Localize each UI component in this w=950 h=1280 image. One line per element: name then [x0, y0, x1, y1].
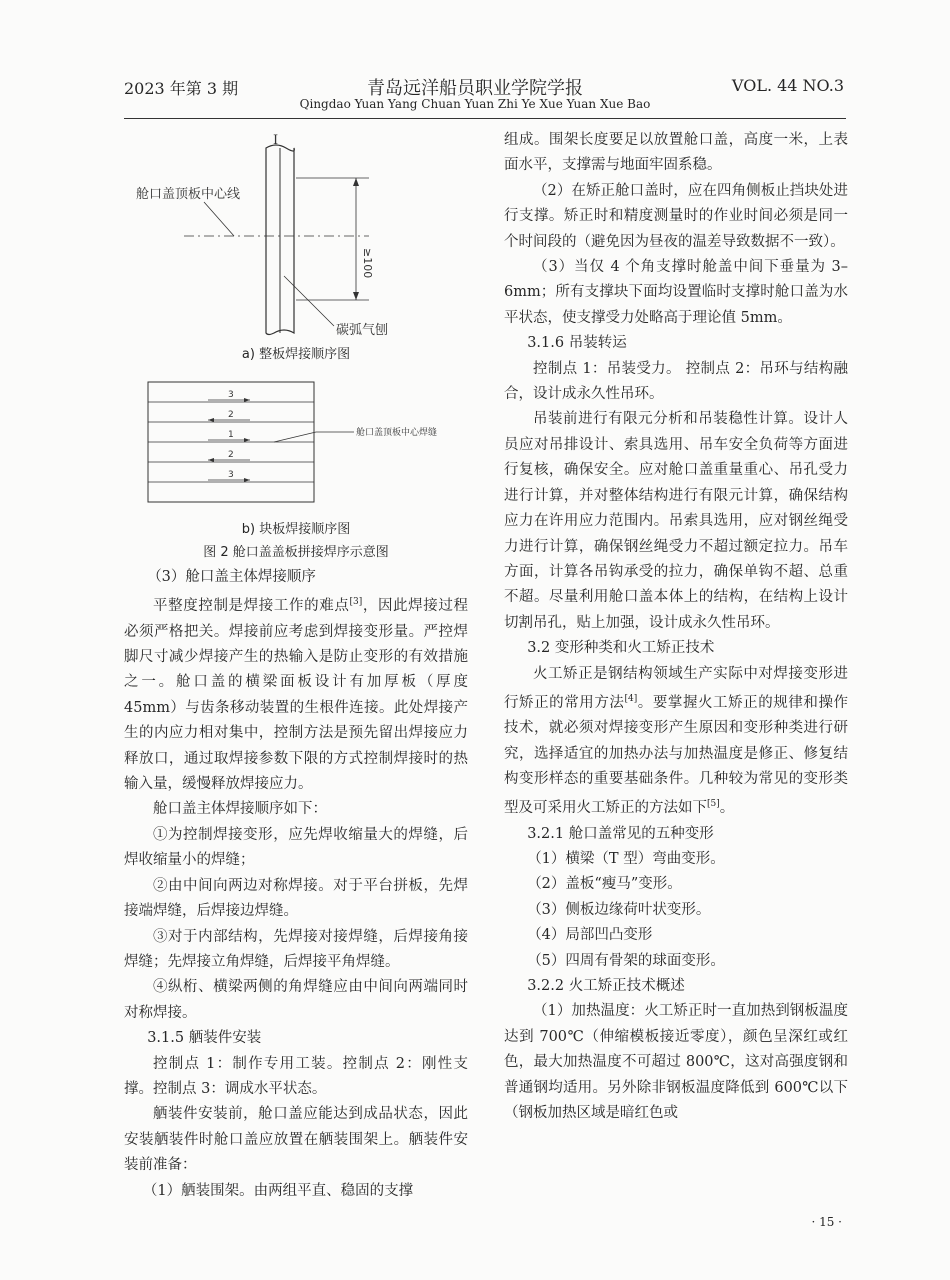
weld-order-label: 2 — [228, 450, 234, 460]
heading-3-2-1: 3.2.1 舱口盖常见的五种变形 — [527, 825, 714, 842]
list-item: （4）局部凹凸变形 — [527, 927, 653, 944]
weld-order-label: 3 — [228, 390, 234, 400]
left-column — [124, 565, 468, 1204]
leader-centerline — [204, 202, 234, 236]
citation-ref: [4] — [624, 693, 638, 704]
citation-ref: [5] — [707, 799, 720, 810]
leader-tool — [284, 276, 334, 326]
label-seam: 舱口盖顶板中心焊缝 — [356, 428, 438, 438]
figure-b-diagram — [124, 380, 468, 508]
weld-arrowhead — [208, 458, 214, 462]
weld-order-label: 1 — [228, 430, 234, 440]
heading-3-1-5: 3.1.5 舾装件安装 — [147, 1030, 262, 1047]
figure-a-marker: I — [273, 133, 279, 148]
weld-order-label: 3 — [228, 470, 234, 480]
paragraph: 组成。围架长度要足以放置舱口盖，高度一米，上表面水平，支撑需与地面牢固系稳。 — [504, 132, 848, 174]
weld-arrowhead — [244, 478, 250, 482]
paragraph: 舱口盖主体焊接顺序如下： — [153, 801, 327, 818]
list-item: （5）四周有骨架的球面变形。 — [527, 952, 725, 969]
journal-title: 青岛远洋船员职业学院学报 — [367, 78, 583, 99]
weld-order-label: 2 — [228, 410, 234, 420]
figure-a-diagram — [124, 128, 468, 338]
citation-ref: [3] — [349, 597, 363, 608]
header-rule — [124, 118, 846, 119]
paragraph: （2）在矫正舱口盖时，应在四角侧板止挡块处进行支撑。矫正时和精度测量时的作业时间必须是同一个时间段的（避免因为昼夜的温差导致数据不一致）。 — [504, 182, 848, 250]
paragraph: 吊装前进行有限元分析和吊装稳性计算。设计人员应对吊排设计、索具选用、吊车安全负荷等方面进行复核，确保安全。应对舱口盖重量重心、吊孔受力进行计算，并对整体结构进行有限元计算，确保结构应力在许用应力范围内。吊索具选用，应对钢丝绳受力进行计算，确保钢丝绳受力不超过额定拉力。吊车方面，计算各吊钩承受的拉力，确保单钩不超、总重不超。尽量利用舱口盖本体上的结构，在结构上设计切割吊孔，贴上加强，设计成永久性吊环。 — [504, 411, 848, 631]
figure-a-caption: a) 整板焊接顺序图 — [241, 347, 351, 362]
dim-label: ≥100 — [361, 248, 374, 279]
volume-label: VOL. 44 NO.3 — [731, 76, 844, 95]
list-item: （1）横梁（T 型）弯曲变形。 — [527, 851, 725, 868]
dim-arrow-top — [353, 178, 359, 186]
list-item: ②由中间向两边对称焊接。对于平台拼板，先焊接端焊缝，后焊接边焊缝。 — [124, 877, 468, 920]
paragraph: 控制点 1：吊装受力。 控制点 2：吊环与结构融合，设计成永久性吊环。 — [504, 360, 848, 403]
journal-pinyin: Qingdao Yuan Yang Chuan Yuan Zhi Ye Xue Yuan Xue Bao — [299, 97, 651, 111]
heading-3-1-6: 3.1.6 吊装转运 — [527, 335, 627, 352]
paragraph: 平整度控制是焊接工作的难点[3]，因此焊接过程必须严格把关。焊接前应考虑到焊接变形量。严控焊脚尺寸减少焊接产生的热输入是防止变形的有效措施之一。舱口盖的横梁面板设计有加厚板（厚度 45mm）与齿条移动装置的生根件连接。此处焊接产生的内应力相对集中，控制方法是预先留出焊接应力释放口，通过取焊接参数下限的方式控制焊接时的热输入量，缓慢释放焊接应力。 — [124, 597, 469, 793]
weld-arrowhead — [208, 418, 214, 422]
label-tool: 碳弧气刨 — [336, 323, 389, 338]
paragraph: （1）舾装围架。由两组平直、稳固的支撑 — [142, 1182, 414, 1199]
list-item: ④纵桁、横梁两侧的角焊缝应由中间向两端同时对称焊接。 — [124, 979, 468, 1021]
dim-arrow-bottom — [353, 292, 359, 300]
list-item: （2）盖板“瘦马”变形。 — [527, 876, 682, 893]
heading-3-2-2: 3.2.2 火工矫正技术概述 — [527, 978, 685, 995]
list-item: ③对于内部结构，先焊接对接焊缝，后焊接角接焊缝；先焊接立角焊缝，后焊接平角焊缝。 — [124, 928, 468, 970]
paragraph: 控制点 1：制作专用工装。控制点 2：刚性支撑。控制点 3：调成水平状态。 — [124, 1055, 468, 1097]
heading-3-2: 3.2 变形种类和火工矫正技术 — [527, 640, 715, 657]
label-centerline: 舱口盖顶板中心线 — [136, 187, 241, 202]
list-item: ①为控制焊接变形，应先焊收缩量大的焊缝，后焊收缩量小的焊缝； — [124, 826, 468, 869]
weld-arrowhead — [244, 398, 250, 402]
figure-b-caption: b) 块板焊接顺序图 — [241, 522, 351, 537]
weld-arrowhead — [244, 438, 250, 442]
figure-2-caption: 图 2 舱口盖盖板拼接焊序示意图 — [203, 545, 389, 560]
page-number: · 15 · — [811, 1215, 842, 1229]
paragraph: 火工矫正是钢结构领域生产实际中对焊接变形进行矫正的常用方法[4]。要掌握火工矫正的规律和操作技术，就必须对焊接变形产生原因和变形种类进行研究，选择适宜的加热办法与加热温度是修正、修复结构变形样态的重要基础条件。几种较为常见的变形类型及可采用火工矫正的方法如下[5]。 — [504, 665, 849, 817]
issue-label: 2023 年第 3 期 — [124, 79, 239, 98]
list-item: （3）侧板边缘荷叶状变形。 — [527, 901, 711, 918]
paragraph: （1）加热温度：火工矫正时一直加热到钢板温度达到 700℃（伸缩模板接近零度），颜色呈深红或红色，最大加热温度不可超过 800℃，这对高强度钢和普通钢均适用。另外除非钢板温度降低到 600℃以下（钢板加热区域是暗红色或 — [504, 1003, 848, 1122]
paragraph: 舾装件安装前，舱口盖应能达到成品状态，因此安装舾装件时舱口盖应放置在舾装围架上。舾装件安装前准备： — [124, 1106, 468, 1174]
paragraph: （3）当仅 4 个角支撑时舱盖中间下垂量为 3–6mm；所有支撑块下面均设置临时支撑时舱口盖为水平状态，使支撑受力处略高于理论值 5mm。 — [504, 259, 848, 326]
heading-3-1-3: （3）舱口盖主体焊接顺序 — [147, 569, 316, 585]
right-column — [504, 128, 848, 1127]
